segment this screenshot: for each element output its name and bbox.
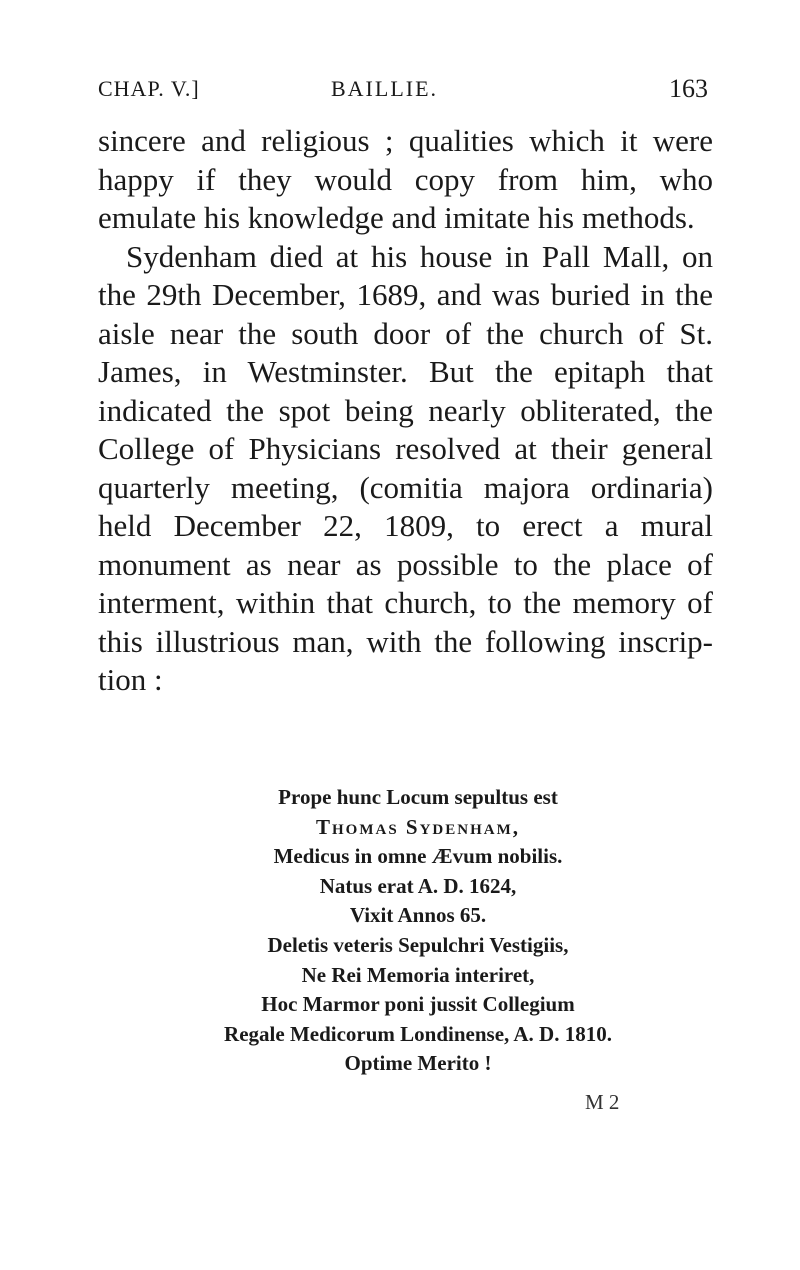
signature-mark: M 2 bbox=[585, 1090, 620, 1114]
paragraph-1: sincere and religious ; qualities which it were happy if they would copy from him, who emulate his knowledge and imitate his methods. bbox=[98, 123, 713, 235]
chapter-label: CHAP. V.] bbox=[98, 76, 200, 101]
inscription-line: Vixit Annos 65. bbox=[349, 903, 487, 928]
inscription-line: Thomas Sydenham, bbox=[315, 814, 520, 839]
inscription-block bbox=[98, 783, 738, 1079]
inscription-line: Regale Medicorum Londinense, A. D. 1810. bbox=[224, 1021, 612, 1046]
inscription-line: Optime Merito ! bbox=[344, 1051, 492, 1076]
inscription-line: Deletis veteris Sepulchri Vestigiis, bbox=[267, 932, 569, 957]
running-header bbox=[98, 76, 708, 110]
inscription-line: Prope hunc Locum sepultus est bbox=[278, 785, 558, 809]
inscription-line: Hoc Marmor poni jussit Collegium bbox=[261, 992, 575, 1017]
inscription-line: Natus erat A. D. 1624, bbox=[319, 873, 517, 898]
inscription-line: Medicus in omne Ævum nobilis. bbox=[273, 844, 563, 869]
running-title: BAILLIE. bbox=[331, 76, 439, 101]
page-number: 163 bbox=[669, 74, 708, 103]
paragraph-2: Sydenham died at his house in Pall Mall, on the 29th December, 1689, and was buried in the aisle near the south door of the church of St. James, in Westminster. But the epitaph that indicated the spot being nearly obliterated, the College of Physicians resolved at their general quarterly meeting, (comitia majora ordinaria) held December 22, 1809, to erect a mural monument as near as possible to the place of interment, within that church, to the memory of this illustrious man, with the following inscrip- tion : bbox=[98, 238, 713, 697]
body-text bbox=[98, 122, 713, 700]
inscription-line: Ne Rei Memoria interiret, bbox=[301, 962, 535, 987]
